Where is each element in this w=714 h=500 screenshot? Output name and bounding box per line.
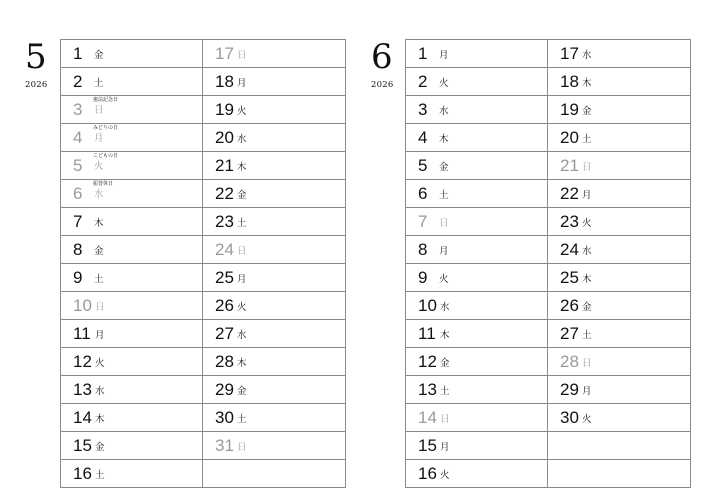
- weekday-label: 日: [440, 414, 450, 425]
- day-number: 16: [73, 464, 92, 483]
- calendar-row: [61, 460, 346, 488]
- day-number: 30: [215, 408, 234, 427]
- calendar-row: [406, 68, 691, 96]
- calendar-row: [61, 236, 346, 264]
- weekday-label: 金: [237, 386, 247, 397]
- day-cell: [61, 96, 203, 124]
- day-number: 19: [215, 100, 234, 119]
- day-cell: [203, 208, 346, 236]
- day-number: 28: [560, 352, 579, 371]
- weekday-label: 火: [439, 274, 449, 285]
- calendar-row: [406, 404, 691, 432]
- weekday-label: 金: [94, 246, 104, 257]
- calendar-row: [61, 404, 346, 432]
- calendar-grid-june: [405, 39, 691, 488]
- day-number: 13: [73, 380, 92, 399]
- day-number: 25: [215, 268, 234, 287]
- day-number: 17: [215, 44, 234, 63]
- weekday-label: 土: [440, 386, 450, 397]
- calendar-row: [61, 348, 346, 376]
- day-number: 6: [73, 184, 83, 203]
- day-number: 25: [560, 268, 579, 287]
- weekday-label: 木: [582, 274, 592, 285]
- day-cell: [203, 236, 346, 264]
- weekday-label: 水: [582, 50, 592, 61]
- weekday-label: 月: [439, 246, 449, 257]
- calendar-row: [61, 152, 346, 180]
- weekday-label: 金: [237, 190, 247, 201]
- day-number: 9: [418, 268, 428, 287]
- day-number: 20: [215, 128, 234, 147]
- weekday-label: 月: [237, 274, 247, 285]
- day-number: 23: [560, 212, 579, 231]
- calendar-row: [61, 208, 346, 236]
- calendar-row: [406, 432, 691, 460]
- day-number: 5: [418, 156, 428, 175]
- weekday-label: 火: [582, 218, 592, 229]
- day-number: 23: [215, 212, 234, 231]
- day-number: 3: [73, 100, 83, 119]
- calendar-row: [406, 264, 691, 292]
- weekday-label: 日: [237, 246, 247, 257]
- weekday-label: 火: [94, 161, 104, 172]
- day-number: 16: [418, 464, 437, 483]
- day-number: 7: [73, 212, 83, 231]
- day-cell: [548, 68, 691, 96]
- day-number: 8: [73, 240, 83, 259]
- day-cell: [548, 292, 691, 320]
- weekday-label: 金: [95, 442, 105, 453]
- day-cell: [61, 432, 203, 460]
- calendar-row: [61, 264, 346, 292]
- day-number: 17: [560, 44, 579, 63]
- weekday-label: 月: [440, 442, 450, 453]
- holiday-name: みどりの日: [93, 125, 119, 131]
- weekday-label: 金: [440, 358, 450, 369]
- day-number: 27: [215, 324, 234, 343]
- calendar-row: [61, 124, 346, 152]
- calendar-row: [406, 208, 691, 236]
- day-number: 21: [560, 156, 579, 175]
- day-cell: [203, 40, 346, 68]
- day-number: 30: [560, 408, 579, 427]
- day-cell: [203, 348, 346, 376]
- calendar-row: [406, 460, 691, 488]
- day-cell: [61, 320, 203, 348]
- day-cell: [406, 96, 548, 124]
- weekday-label: 水: [582, 246, 592, 257]
- calendar-row: [61, 40, 346, 68]
- month-number-june: 6: [371, 37, 393, 77]
- day-cell: [61, 460, 203, 488]
- day-cell: [406, 460, 548, 488]
- day-cell: [61, 404, 203, 432]
- weekday-label: 火: [95, 358, 105, 369]
- calendar-row: [406, 236, 691, 264]
- day-cell: [203, 180, 346, 208]
- weekday-label: 土: [95, 470, 105, 481]
- day-cell: [406, 180, 548, 208]
- day-cell: [548, 376, 691, 404]
- day-number: 14: [73, 408, 92, 427]
- day-number: 10: [73, 296, 92, 315]
- day-number: 31: [215, 436, 234, 455]
- day-number: 2: [418, 72, 428, 91]
- day-cell: [61, 348, 203, 376]
- day-number: 27: [560, 324, 579, 343]
- day-number: 22: [215, 184, 234, 203]
- day-number: 10: [418, 296, 437, 315]
- day-number: 26: [215, 296, 234, 315]
- day-cell: [548, 40, 691, 68]
- weekday-label: 火: [237, 302, 247, 313]
- calendar-row: [61, 376, 346, 404]
- day-cell: [61, 208, 203, 236]
- weekday-label: 土: [582, 330, 592, 341]
- day-cell: [61, 180, 203, 208]
- day-number: 12: [418, 352, 437, 371]
- day-cell: [406, 264, 548, 292]
- calendar-row: [61, 320, 346, 348]
- weekday-label: 金: [582, 302, 592, 313]
- weekday-label: 金: [439, 162, 449, 173]
- day-cell: [61, 152, 203, 180]
- weekday-label: 水: [439, 106, 449, 117]
- weekday-label: 水: [440, 302, 450, 313]
- day-cell: [548, 236, 691, 264]
- day-cell: [406, 348, 548, 376]
- day-cell: [406, 404, 548, 432]
- calendar-row: [406, 376, 691, 404]
- month-year-may: 2026: [25, 80, 48, 90]
- day-number: 5: [73, 156, 83, 175]
- month-number-may: 5: [25, 37, 47, 77]
- weekday-label: 金: [582, 106, 592, 117]
- day-number: 14: [418, 408, 437, 427]
- weekday-label: 日: [237, 442, 247, 453]
- day-cell: [548, 264, 691, 292]
- day-number: 20: [560, 128, 579, 147]
- day-cell: [548, 460, 691, 488]
- day-cell: [406, 152, 548, 180]
- weekday-label: 火: [439, 78, 449, 89]
- weekday-label: 日: [94, 105, 104, 116]
- weekday-label: 木: [582, 78, 592, 89]
- day-number: 24: [215, 240, 234, 259]
- weekday-label: 月: [95, 330, 105, 341]
- day-number: 2: [73, 72, 83, 91]
- calendar-row: [406, 292, 691, 320]
- weekday-label: 月: [582, 190, 592, 201]
- day-cell: [61, 124, 203, 152]
- day-number: 13: [418, 380, 437, 399]
- weekday-label: 土: [439, 190, 449, 201]
- month-year-june: 2026: [371, 80, 394, 90]
- day-cell: [548, 96, 691, 124]
- day-cell: [203, 124, 346, 152]
- day-cell: [203, 432, 346, 460]
- day-number: 6: [418, 184, 428, 203]
- day-number: 22: [560, 184, 579, 203]
- weekday-label: 火: [582, 414, 592, 425]
- day-cell: [548, 404, 691, 432]
- weekday-label: 土: [94, 274, 104, 285]
- day-cell: [548, 152, 691, 180]
- weekday-label: 日: [95, 302, 105, 313]
- day-cell: [203, 460, 346, 488]
- weekday-label: 土: [237, 414, 247, 425]
- calendar-row: [61, 96, 346, 124]
- calendar-row: [406, 40, 691, 68]
- calendar-row: [406, 152, 691, 180]
- day-cell: [203, 292, 346, 320]
- day-cell: [406, 124, 548, 152]
- day-cell: [406, 68, 548, 96]
- day-cell: [61, 264, 203, 292]
- weekday-label: 月: [439, 50, 449, 61]
- day-cell: [548, 208, 691, 236]
- day-number: 18: [215, 72, 234, 91]
- weekday-label: 土: [237, 218, 247, 229]
- day-number: 24: [560, 240, 579, 259]
- day-cell: [548, 348, 691, 376]
- day-cell: [406, 320, 548, 348]
- weekday-label: 水: [237, 330, 247, 341]
- calendar-row: [406, 124, 691, 152]
- calendar-row: [61, 432, 346, 460]
- calendar-row: [406, 320, 691, 348]
- weekday-label: 火: [237, 106, 247, 117]
- day-cell: [203, 264, 346, 292]
- day-cell: [61, 40, 203, 68]
- day-cell: [203, 68, 346, 96]
- holiday-name: こどもの日: [93, 153, 119, 159]
- weekday-label: 木: [94, 218, 104, 229]
- day-cell: [61, 236, 203, 264]
- weekday-label: 月: [237, 78, 247, 89]
- day-cell: [406, 208, 548, 236]
- calendar-row: [61, 180, 346, 208]
- day-number: 1: [418, 44, 428, 63]
- day-cell: [61, 68, 203, 96]
- calendar-row: [406, 348, 691, 376]
- weekday-label: 月: [582, 386, 592, 397]
- weekday-label: 日: [582, 358, 592, 369]
- weekday-label: 木: [237, 162, 247, 173]
- weekday-label: 土: [582, 134, 592, 145]
- day-cell: [548, 180, 691, 208]
- day-number: 7: [418, 212, 428, 231]
- day-number: 3: [418, 100, 428, 119]
- day-cell: [406, 292, 548, 320]
- day-cell: [548, 432, 691, 460]
- calendar-row: [61, 68, 346, 96]
- day-number: 11: [73, 324, 91, 343]
- weekday-label: 木: [440, 330, 450, 341]
- calendar-row: [61, 292, 346, 320]
- day-cell: [203, 152, 346, 180]
- day-number: 21: [215, 156, 234, 175]
- weekday-label: 木: [439, 134, 449, 145]
- day-cell: [203, 96, 346, 124]
- weekday-label: 木: [237, 358, 247, 369]
- day-number: 8: [418, 240, 428, 259]
- weekday-label: 火: [440, 470, 450, 481]
- day-cell: [406, 236, 548, 264]
- day-cell: [548, 320, 691, 348]
- day-cell: [61, 376, 203, 404]
- calendar-grid-may: [60, 39, 346, 488]
- day-number: 26: [560, 296, 579, 315]
- day-cell: [406, 376, 548, 404]
- day-cell: [406, 432, 548, 460]
- day-number: 12: [73, 352, 92, 371]
- day-cell: [203, 320, 346, 348]
- day-cell: [203, 404, 346, 432]
- day-number: 4: [418, 128, 428, 147]
- day-number: 29: [560, 380, 579, 399]
- day-number: 18: [560, 72, 579, 91]
- weekday-label: 月: [94, 133, 104, 144]
- weekday-label: 水: [237, 134, 247, 145]
- day-number: 15: [418, 436, 437, 455]
- day-number: 4: [73, 128, 83, 147]
- day-cell: [548, 124, 691, 152]
- day-number: 9: [73, 268, 83, 287]
- weekday-label: 水: [95, 386, 105, 397]
- day-number: 1: [73, 44, 83, 63]
- day-number: 15: [73, 436, 92, 455]
- weekday-label: 日: [237, 50, 247, 61]
- calendar-row: [406, 180, 691, 208]
- holiday-name: 憲法記念日: [93, 97, 119, 103]
- weekday-label: 水: [94, 189, 104, 200]
- day-number: 11: [418, 324, 436, 343]
- day-number: 28: [215, 352, 234, 371]
- day-cell: [203, 376, 346, 404]
- day-number: 29: [215, 380, 234, 399]
- weekday-label: 木: [95, 414, 105, 425]
- holiday-name: 振替休日: [93, 181, 114, 187]
- day-number: 19: [560, 100, 579, 119]
- day-cell: [61, 292, 203, 320]
- weekday-label: 日: [582, 162, 592, 173]
- calendar-row: [406, 96, 691, 124]
- day-cell: [406, 40, 548, 68]
- weekday-label: 土: [94, 78, 104, 89]
- weekday-label: 日: [439, 218, 449, 229]
- weekday-label: 金: [94, 50, 104, 61]
